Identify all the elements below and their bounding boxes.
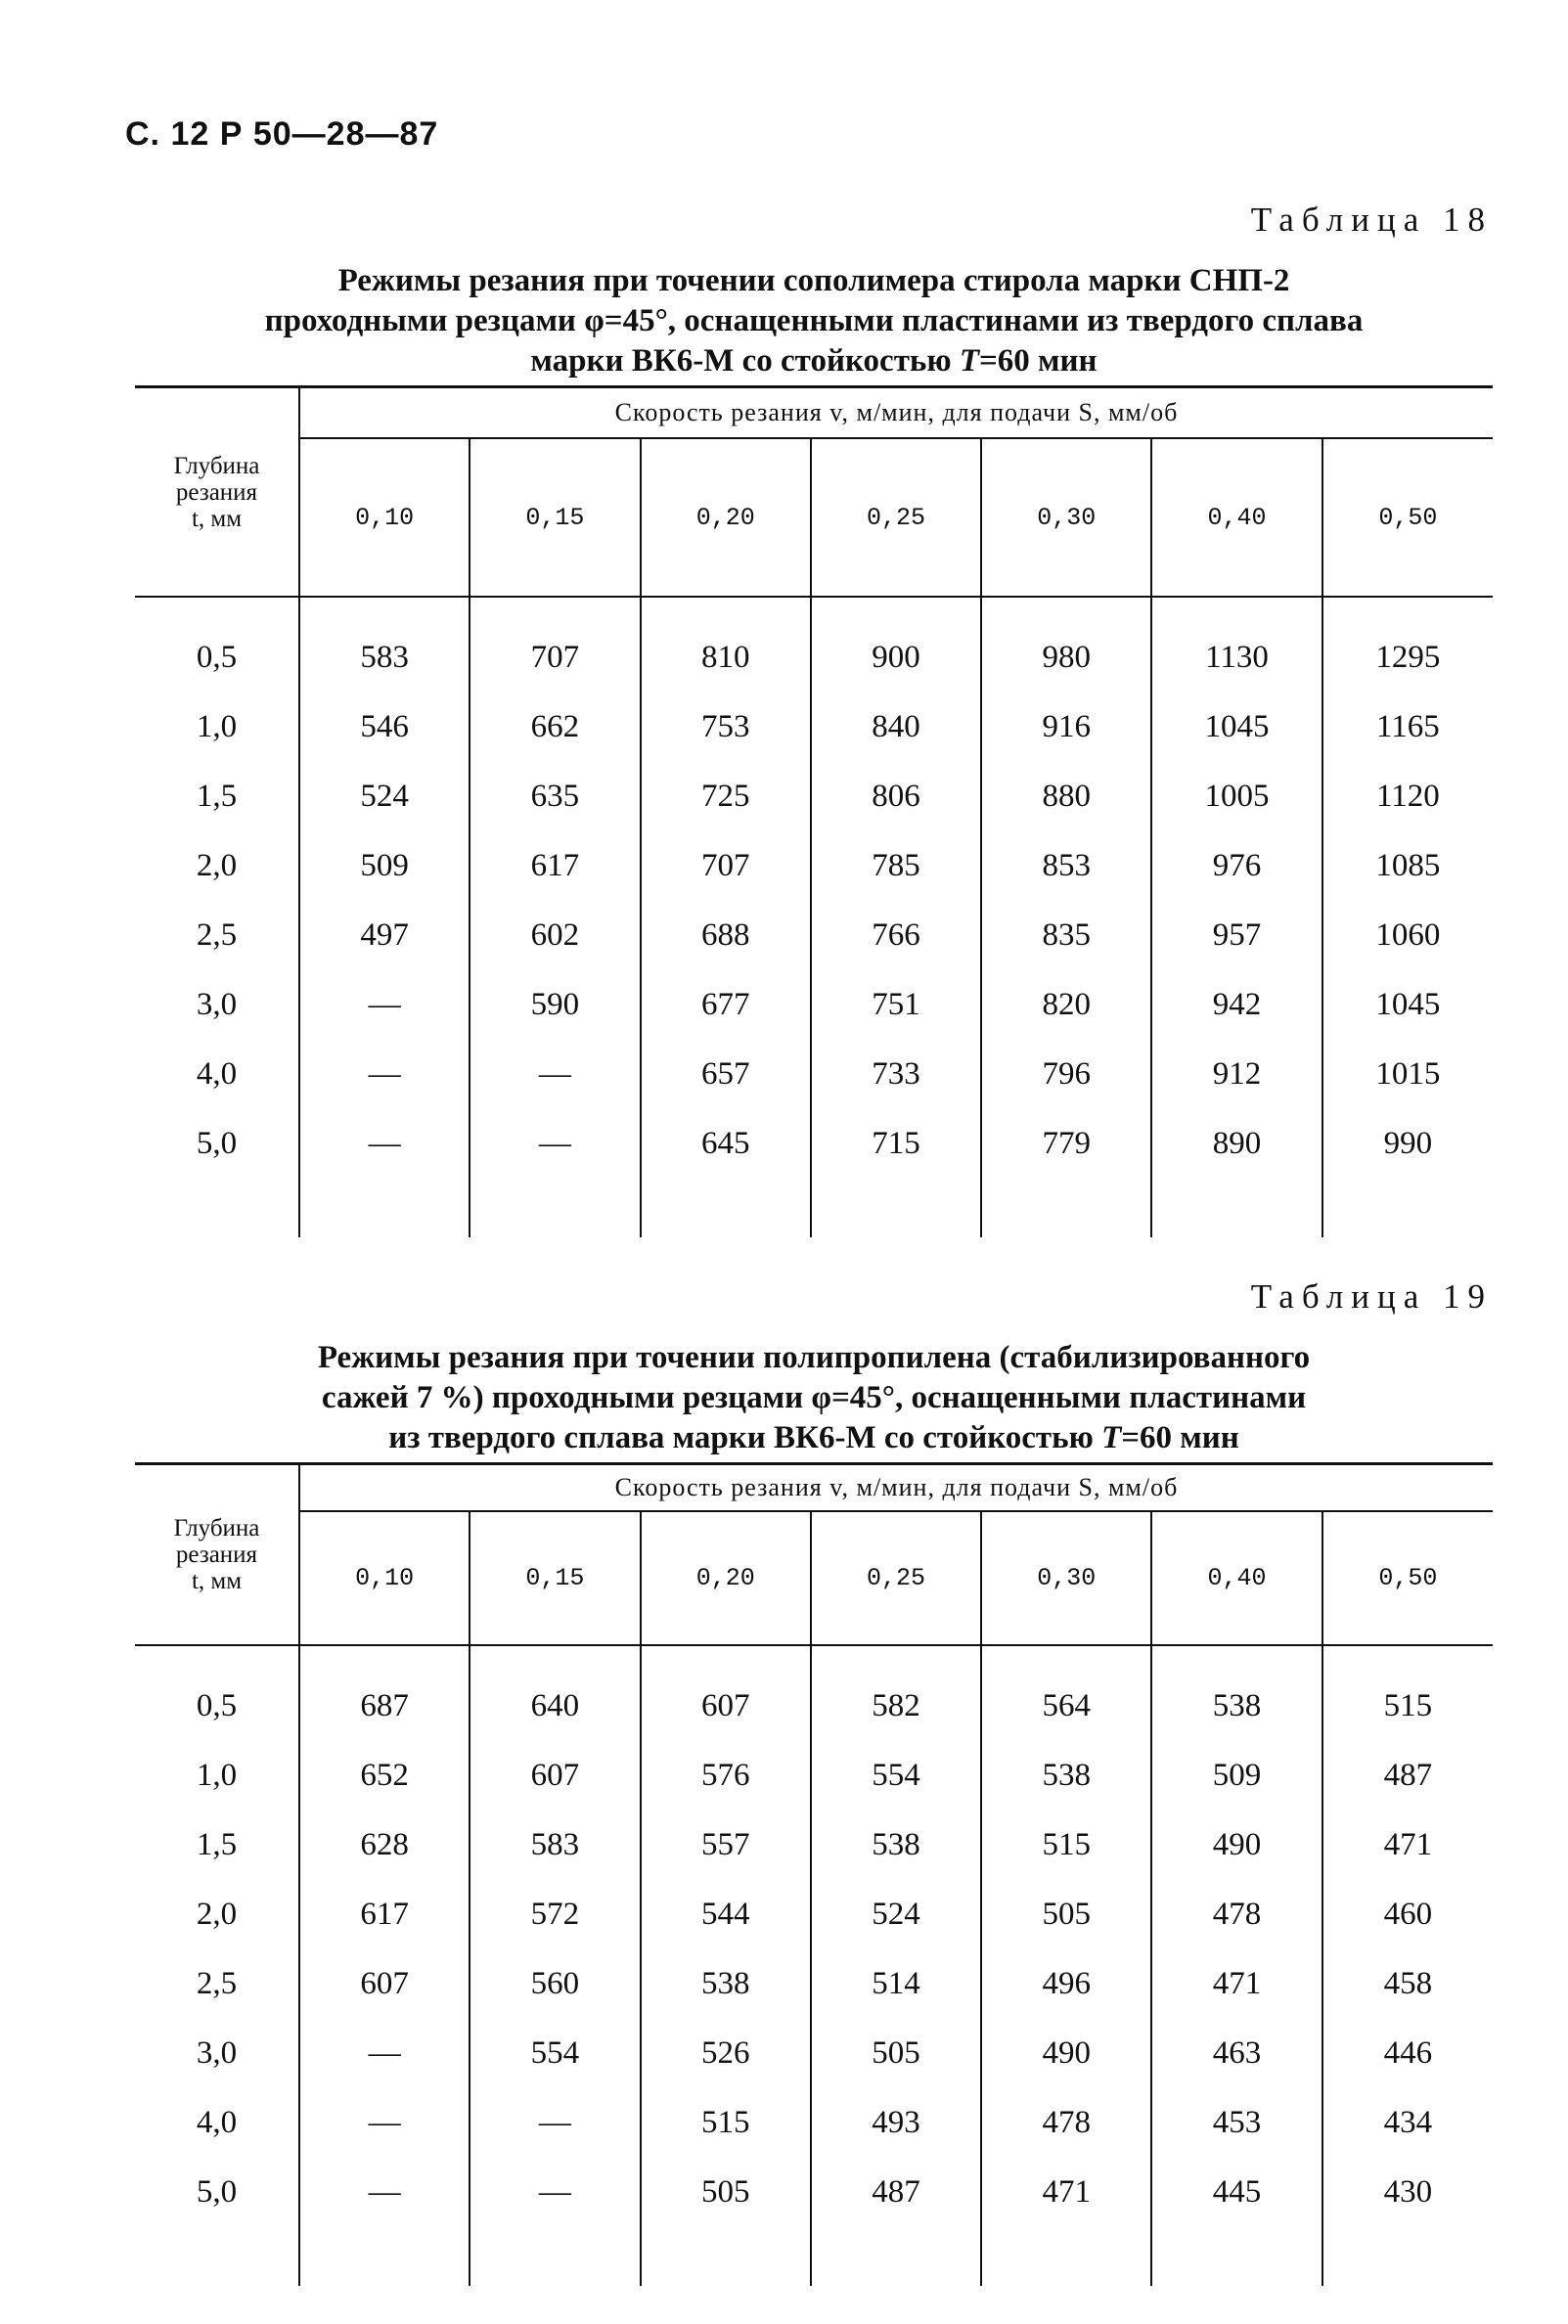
speed-value-cell: 505 bbox=[981, 1880, 1151, 1949]
speed-group-header: Скорость резания v, м/мин, для подачи S, мм/об bbox=[299, 387, 1493, 439]
speed-value-cell: 490 bbox=[1151, 1810, 1322, 1880]
speed-value-cell: 554 bbox=[811, 1741, 981, 1810]
speed-value-cell: 635 bbox=[470, 762, 640, 831]
speed-value-cell: 583 bbox=[299, 597, 470, 693]
speed-value-cell: — bbox=[470, 1040, 640, 1109]
speed-value-cell: 572 bbox=[470, 1880, 640, 1949]
feed-column-header: 0,30 bbox=[981, 1511, 1151, 1645]
speed-value-cell: 677 bbox=[641, 970, 811, 1040]
speed-value-cell: 514 bbox=[811, 1949, 981, 2019]
caption-line-3 bbox=[135, 341, 1493, 381]
speed-value-cell: 446 bbox=[1322, 2019, 1493, 2088]
speed-value-cell: 505 bbox=[641, 2158, 811, 2227]
speed-value-cell: — bbox=[470, 2158, 640, 2227]
speed-value-cell: — bbox=[470, 2088, 640, 2158]
speed-value-cell: 733 bbox=[811, 1040, 981, 1109]
spacer-cell bbox=[641, 1179, 811, 1237]
speed-value-cell: 715 bbox=[811, 1109, 981, 1179]
speed-value-cell: — bbox=[299, 1109, 470, 1179]
speed-value-cell: 1060 bbox=[1322, 901, 1493, 970]
feed-column-header: 0,15 bbox=[470, 1511, 640, 1645]
speed-value-cell: — bbox=[470, 1109, 640, 1179]
spacer-cell bbox=[135, 2227, 299, 2286]
speed-value-cell: 497 bbox=[299, 901, 470, 970]
speed-value-cell: 509 bbox=[1151, 1741, 1322, 1810]
speed-value-cell: 796 bbox=[981, 1040, 1151, 1109]
table-row bbox=[135, 1949, 1493, 2019]
speed-value-cell: 564 bbox=[981, 1645, 1151, 1741]
speed-value-cell: 471 bbox=[1151, 1949, 1322, 2019]
speed-value-cell: 880 bbox=[981, 762, 1151, 831]
speed-value-cell: 725 bbox=[641, 762, 811, 831]
speed-value-cell: 766 bbox=[811, 901, 981, 970]
caption-line-3-post: =60 мин bbox=[979, 343, 1098, 379]
speed-value-cell: 463 bbox=[1151, 2019, 1322, 2088]
spacer-cell bbox=[135, 1179, 299, 1237]
speed-value-cell: 810 bbox=[641, 597, 811, 693]
caption-variable: T bbox=[1101, 1420, 1122, 1455]
spacer-cell bbox=[1151, 1179, 1322, 1237]
speed-value-cell: 916 bbox=[981, 693, 1151, 762]
table-row bbox=[135, 970, 1493, 1040]
speed-value-cell: 546 bbox=[299, 693, 470, 762]
caption-line-3 bbox=[135, 1418, 1493, 1458]
speed-value-cell: 957 bbox=[1151, 901, 1322, 970]
table-18-block bbox=[135, 201, 1493, 1237]
table-row bbox=[135, 1810, 1493, 1880]
speed-value-cell: 509 bbox=[299, 831, 470, 901]
caption-line-1: Режимы резания при точении полипропилена (стабилизированного bbox=[317, 1340, 1311, 1375]
depth-header-line-2: резания bbox=[175, 478, 258, 506]
speed-value-cell: 576 bbox=[641, 1741, 811, 1810]
table-row bbox=[135, 2158, 1493, 2227]
table-row bbox=[135, 901, 1493, 970]
depth-header-line-1: Глубина bbox=[173, 452, 260, 479]
speed-value-cell: 590 bbox=[470, 970, 640, 1040]
depth-header-line-1: Глубина bbox=[173, 1515, 260, 1542]
speed-value-cell: 602 bbox=[470, 901, 640, 970]
speed-value-cell: 471 bbox=[981, 2158, 1151, 2227]
table-row bbox=[135, 762, 1493, 831]
speed-value-cell: 687 bbox=[299, 1645, 470, 1741]
speed-value-cell: 853 bbox=[981, 831, 1151, 901]
speed-value-cell: 779 bbox=[981, 1109, 1151, 1179]
depth-cell: 4,0 bbox=[196, 1056, 238, 1092]
speed-value-cell: 785 bbox=[811, 831, 981, 901]
speed-value-cell: 526 bbox=[641, 2019, 811, 2088]
spacer-cell bbox=[1322, 2227, 1493, 2286]
speed-value-cell: 544 bbox=[641, 1880, 811, 1949]
speed-value-cell: 487 bbox=[811, 2158, 981, 2227]
spacer-cell bbox=[811, 1179, 981, 1237]
speed-value-cell: 515 bbox=[641, 2088, 811, 2158]
speed-value-cell: 657 bbox=[641, 1040, 811, 1109]
speed-value-cell: 640 bbox=[470, 1645, 640, 1741]
spacer-cell bbox=[299, 2227, 470, 2286]
speed-value-cell: 820 bbox=[981, 970, 1151, 1040]
depth-cell: 1,0 bbox=[196, 1758, 238, 1793]
table-bottom-spacer bbox=[135, 1179, 1493, 1237]
depth-cell: 5,0 bbox=[196, 1126, 238, 1161]
feed-column-header: 0,25 bbox=[811, 438, 981, 597]
spacer-cell bbox=[981, 2227, 1151, 2286]
speed-value-cell: 445 bbox=[1151, 2158, 1322, 2227]
spacer-cell bbox=[470, 1179, 640, 1237]
speed-value-cell: 1120 bbox=[1322, 762, 1493, 831]
feed-column-header: 0,40 bbox=[1151, 438, 1322, 597]
table-row bbox=[135, 1741, 1493, 1810]
speed-value-cell: 515 bbox=[981, 1810, 1151, 1880]
speed-value-cell: 990 bbox=[1322, 1109, 1493, 1179]
table-row bbox=[135, 2019, 1493, 2088]
caption-line-3-pre: марки ВК6-М со стойкостью bbox=[530, 343, 960, 379]
depth-cell: 1,0 bbox=[196, 709, 238, 744]
speed-value-cell: 753 bbox=[641, 693, 811, 762]
speed-value-cell: 835 bbox=[981, 901, 1151, 970]
caption-variable: T bbox=[959, 343, 979, 379]
speed-value-cell: 645 bbox=[641, 1109, 811, 1179]
speed-value-cell: 582 bbox=[811, 1645, 981, 1741]
depth-header-line-2: резания bbox=[175, 1542, 258, 1568]
speed-value-cell: 1295 bbox=[1322, 597, 1493, 693]
table-label: Таблица 19 bbox=[1250, 1277, 1493, 1316]
depth-column-header bbox=[135, 387, 299, 598]
spacer-cell bbox=[299, 1179, 470, 1237]
speed-value-cell: 538 bbox=[641, 1949, 811, 2019]
speed-value-cell: 557 bbox=[641, 1810, 811, 1880]
speed-value-cell: 652 bbox=[299, 1741, 470, 1810]
caption-line-2: сажей 7 %) проходными резцами φ=45°, оснащенными пластинами bbox=[321, 1380, 1307, 1415]
table-row bbox=[135, 1880, 1493, 1949]
speed-value-cell: 840 bbox=[811, 693, 981, 762]
depth-cell: 0,5 bbox=[196, 640, 238, 675]
depth-header-line-3: t, мм bbox=[191, 1568, 243, 1594]
speed-value-cell: 942 bbox=[1151, 970, 1322, 1040]
speed-value-cell: 496 bbox=[981, 1949, 1151, 2019]
table-row bbox=[135, 1109, 1493, 1179]
table-row bbox=[135, 693, 1493, 762]
spacer-cell bbox=[811, 2227, 981, 2286]
speed-value-cell: 890 bbox=[1151, 1109, 1322, 1179]
speed-value-cell: 1045 bbox=[1322, 970, 1493, 1040]
speed-value-cell: 458 bbox=[1322, 1949, 1493, 2019]
speed-value-cell: 912 bbox=[1151, 1040, 1322, 1109]
feed-column-header: 0,50 bbox=[1322, 438, 1493, 597]
speed-value-cell: 453 bbox=[1151, 2088, 1322, 2158]
table-row bbox=[135, 1645, 1493, 1741]
speed-group-header: Скорость резания v, м/мин, для подачи S, мм/об bbox=[299, 1464, 1493, 1512]
speed-value-cell: 538 bbox=[1151, 1645, 1322, 1741]
speed-value-cell: 1165 bbox=[1322, 693, 1493, 762]
data-table bbox=[135, 1462, 1493, 2286]
speed-value-cell: 538 bbox=[811, 1810, 981, 1880]
speed-value-cell: 505 bbox=[811, 2019, 981, 2088]
speed-value-cell: 806 bbox=[811, 762, 981, 831]
speed-value-cell: 583 bbox=[470, 1810, 640, 1880]
table-caption bbox=[135, 1338, 1493, 1458]
depth-cell: 2,0 bbox=[196, 848, 238, 883]
data-table bbox=[135, 385, 1493, 1237]
feed-column-header: 0,40 bbox=[1151, 1511, 1322, 1645]
speed-value-cell: 478 bbox=[981, 2088, 1151, 2158]
speed-value-cell: 707 bbox=[470, 597, 640, 693]
speed-value-cell: 976 bbox=[1151, 831, 1322, 901]
speed-value-cell: 560 bbox=[470, 1949, 640, 2019]
depth-cell: 1,5 bbox=[196, 1827, 238, 1862]
page-header: С. 12 Р 50—28—87 bbox=[125, 115, 439, 153]
depth-column-header bbox=[135, 1464, 299, 1646]
feed-column-header: 0,30 bbox=[981, 438, 1151, 597]
spacer-cell bbox=[470, 2227, 640, 2286]
spacer-cell bbox=[981, 1179, 1151, 1237]
speed-value-cell: 607 bbox=[641, 1645, 811, 1741]
depth-cell: 5,0 bbox=[196, 2174, 238, 2210]
table-row bbox=[135, 597, 1493, 693]
depth-cell: 0,5 bbox=[196, 1688, 238, 1723]
feed-column-header: 0,10 bbox=[299, 1511, 470, 1645]
speed-value-cell: 471 bbox=[1322, 1810, 1493, 1880]
speed-value-cell: 1085 bbox=[1322, 831, 1493, 901]
depth-cell: 2,0 bbox=[196, 1897, 238, 1932]
table-19-block bbox=[135, 1277, 1493, 2286]
speed-value-cell: — bbox=[299, 1040, 470, 1109]
caption-line-2: проходными резцами φ=45°, оснащенными пластинами из твердого сплава bbox=[264, 303, 1364, 338]
speed-value-cell: 554 bbox=[470, 2019, 640, 2088]
speed-value-cell: 434 bbox=[1322, 2088, 1493, 2158]
speed-value-cell: 707 bbox=[641, 831, 811, 901]
depth-cell: 1,5 bbox=[196, 779, 238, 814]
speed-value-cell: 490 bbox=[981, 2019, 1151, 2088]
speed-value-cell: 607 bbox=[470, 1741, 640, 1810]
speed-value-cell: — bbox=[299, 2088, 470, 2158]
depth-cell: 3,0 bbox=[196, 2035, 238, 2071]
speed-value-cell: 487 bbox=[1322, 1741, 1493, 1810]
feed-column-header: 0,50 bbox=[1322, 1511, 1493, 1645]
speed-value-cell: 1005 bbox=[1151, 762, 1322, 831]
speed-value-cell: 617 bbox=[299, 1880, 470, 1949]
speed-value-cell: 493 bbox=[811, 2088, 981, 2158]
table-row bbox=[135, 831, 1493, 901]
speed-value-cell: 524 bbox=[811, 1880, 981, 1949]
speed-value-cell: 1045 bbox=[1151, 693, 1322, 762]
speed-value-cell: 662 bbox=[470, 693, 640, 762]
speed-value-cell: 460 bbox=[1322, 1880, 1493, 1949]
caption-line-1: Режимы резания при точении сополимера стирола марки СНП-2 bbox=[337, 263, 1290, 298]
depth-header-line-3: t, мм bbox=[191, 505, 243, 532]
feed-column-header: 0,10 bbox=[299, 438, 470, 597]
feed-column-header: 0,20 bbox=[641, 438, 811, 597]
speed-value-cell: 688 bbox=[641, 901, 811, 970]
spacer-cell bbox=[1151, 2227, 1322, 2286]
caption-line-3-pre: из твердого сплава марки ВК6-М со стойкостью bbox=[388, 1420, 1102, 1455]
table-row bbox=[135, 1040, 1493, 1109]
speed-value-cell: — bbox=[299, 970, 470, 1040]
feed-column-header: 0,20 bbox=[641, 1511, 811, 1645]
speed-value-cell: 980 bbox=[981, 597, 1151, 693]
feed-column-header: 0,15 bbox=[470, 438, 640, 597]
depth-cell: 2,5 bbox=[196, 1966, 238, 2001]
table-row bbox=[135, 2088, 1493, 2158]
speed-value-cell: 538 bbox=[981, 1741, 1151, 1810]
speed-value-cell: 617 bbox=[470, 831, 640, 901]
table-caption bbox=[135, 261, 1493, 381]
caption-line-3-post: =60 мин bbox=[1121, 1420, 1239, 1455]
speed-value-cell: — bbox=[299, 2158, 470, 2227]
depth-cell: 2,5 bbox=[196, 917, 238, 953]
speed-value-cell: 751 bbox=[811, 970, 981, 1040]
speed-value-cell: 524 bbox=[299, 762, 470, 831]
speed-value-cell: 478 bbox=[1151, 1880, 1322, 1949]
speed-value-cell: 1015 bbox=[1322, 1040, 1493, 1109]
speed-value-cell: 1130 bbox=[1151, 597, 1322, 693]
table-bottom-spacer bbox=[135, 2227, 1493, 2286]
feed-column-header: 0,25 bbox=[811, 1511, 981, 1645]
spacer-cell bbox=[1322, 1179, 1493, 1237]
speed-value-cell: 628 bbox=[299, 1810, 470, 1880]
depth-cell: 3,0 bbox=[196, 987, 238, 1022]
speed-value-cell: 607 bbox=[299, 1949, 470, 2019]
table-label: Таблица 18 bbox=[1250, 201, 1493, 239]
spacer-cell bbox=[641, 2227, 811, 2286]
speed-value-cell: 515 bbox=[1322, 1645, 1493, 1741]
depth-cell: 4,0 bbox=[196, 2105, 238, 2140]
speed-value-cell: 430 bbox=[1322, 2158, 1493, 2227]
speed-value-cell: 900 bbox=[811, 597, 981, 693]
speed-value-cell: — bbox=[299, 2019, 470, 2088]
